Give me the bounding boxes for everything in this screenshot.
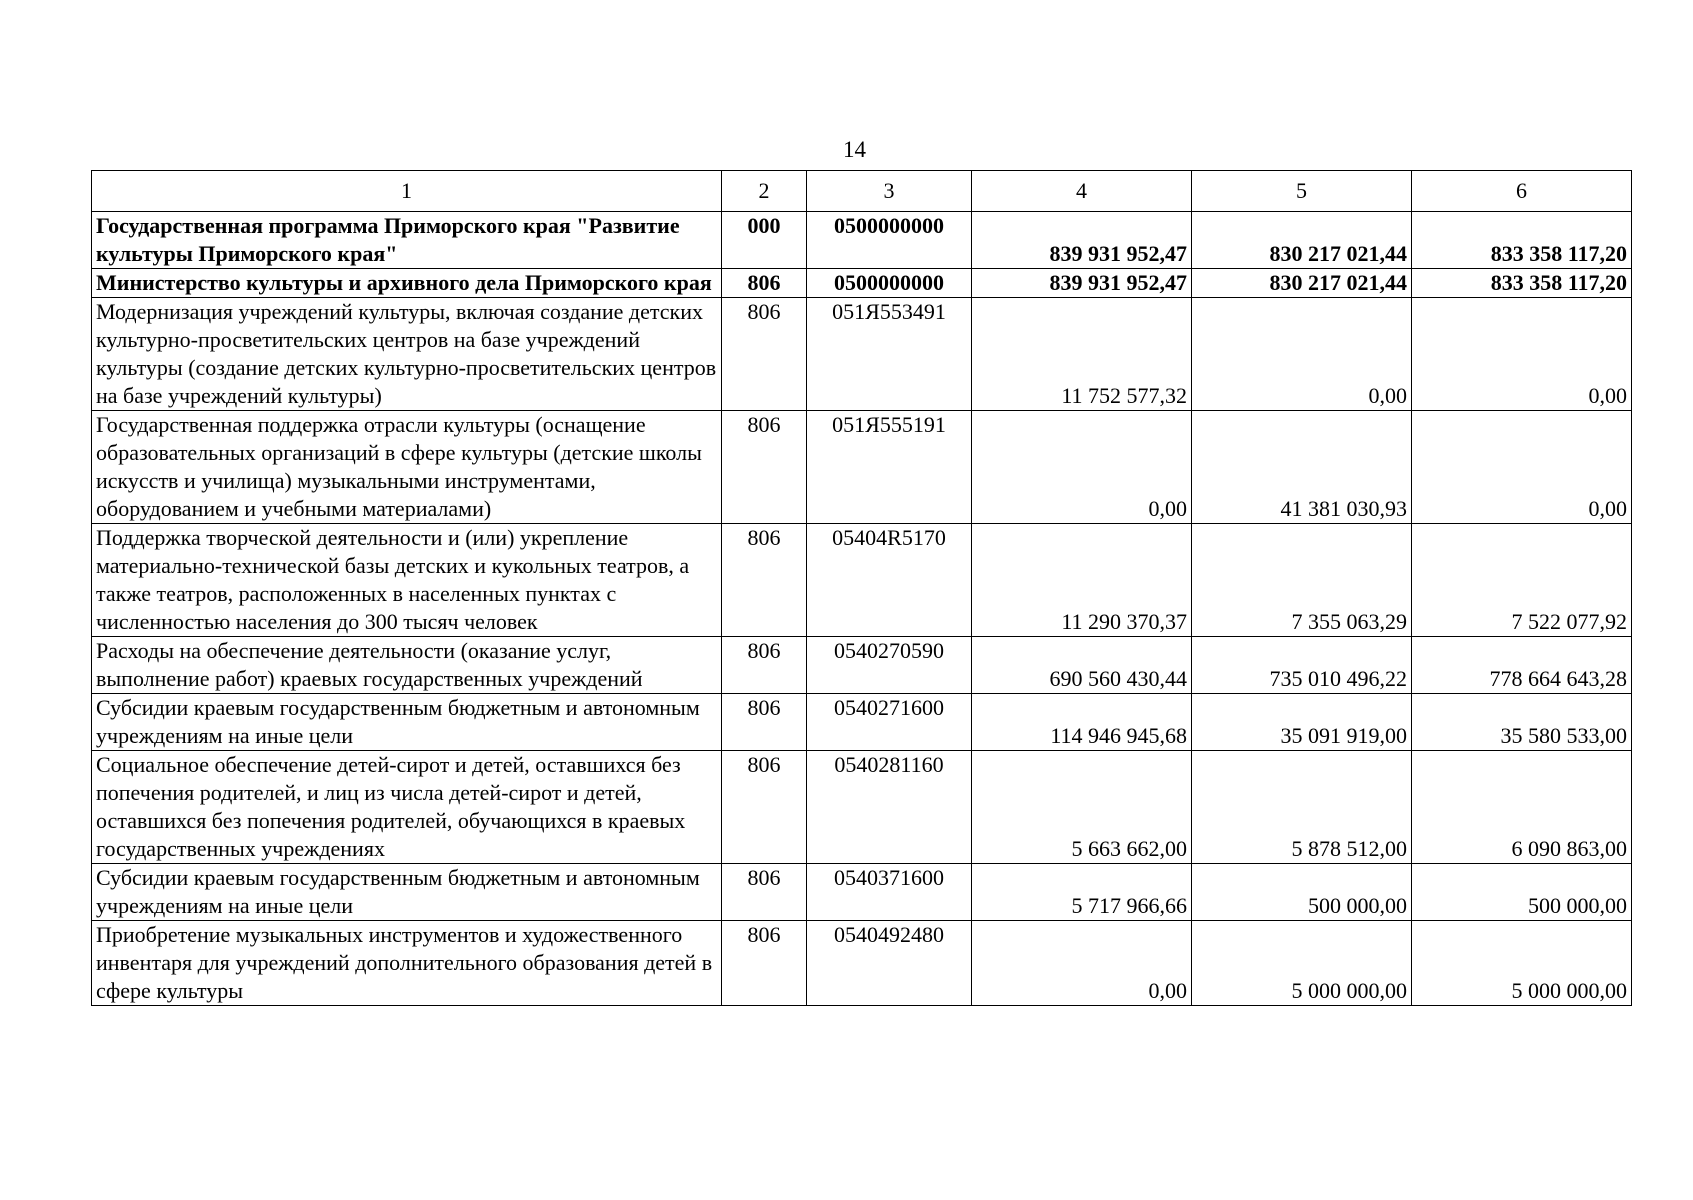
row-value-5: 500 000,00 — [1192, 864, 1412, 921]
row-value-5: 830 217 021,44 — [1192, 269, 1412, 298]
row-name: Министерство культуры и архивного дела Приморского края — [92, 269, 722, 298]
table-header-row — [92, 171, 1632, 212]
row-name: Субсидии краевым государственным бюджетным и автономным учреждениям на иные цели — [92, 694, 722, 751]
row-value-5: 830 217 021,44 — [1192, 212, 1412, 269]
row-code: 806 — [722, 921, 807, 1006]
row-value-6: 0,00 — [1412, 298, 1632, 411]
table-row — [92, 212, 1632, 269]
row-value-4: 690 560 430,44 — [972, 637, 1192, 694]
table-row — [92, 751, 1632, 864]
row-name: Социальное обеспечение детей-сирот и детей, оставшихся без попечения родителей, и лиц из числа детей-сирот и детей, оставшихся без попечения родителей, обучающихся в краевых государственных учреждениях — [92, 751, 722, 864]
row-value-4: 0,00 — [972, 921, 1192, 1006]
row-name: Государственная программа Приморского края "Развитие культуры Приморского края" — [92, 212, 722, 269]
row-value-6: 833 358 117,20 — [1412, 269, 1632, 298]
row-name: Субсидии краевым государственным бюджетным и автономным учреждениям на иные цели — [92, 864, 722, 921]
row-value-6: 6 090 863,00 — [1412, 751, 1632, 864]
row-csr: 0500000000 — [807, 269, 972, 298]
row-csr: 05404R5170 — [807, 524, 972, 637]
row-value-4: 5 663 662,00 — [972, 751, 1192, 864]
row-value-4: 11 752 577,32 — [972, 298, 1192, 411]
row-csr: 051Я553491 — [807, 298, 972, 411]
row-code: 806 — [722, 637, 807, 694]
row-value-5: 41 381 030,93 — [1192, 411, 1412, 524]
row-value-6: 7 522 077,92 — [1412, 524, 1632, 637]
row-value-4: 839 931 952,47 — [972, 269, 1192, 298]
table-row — [92, 411, 1632, 524]
row-code: 806 — [722, 864, 807, 921]
row-name: Приобретение музыкальных инструментов и художественного инвентаря для учреждений дополнительного образования детей в сфере культуры — [92, 921, 722, 1006]
row-name: Расходы на обеспечение деятельности (оказание услуг, выполнение работ) краевых государственных учреждений — [92, 637, 722, 694]
row-csr: 0540371600 — [807, 864, 972, 921]
table-row — [92, 269, 1632, 298]
column-header: 3 — [807, 171, 972, 212]
row-code: 806 — [722, 269, 807, 298]
row-value-5: 5 000 000,00 — [1192, 921, 1412, 1006]
row-code: 000 — [722, 212, 807, 269]
row-value-4: 839 931 952,47 — [972, 212, 1192, 269]
row-code: 806 — [722, 694, 807, 751]
row-code: 806 — [722, 751, 807, 864]
budget-table — [91, 170, 1632, 1006]
table-row — [92, 694, 1632, 751]
row-value-6: 35 580 533,00 — [1412, 694, 1632, 751]
row-value-6: 500 000,00 — [1412, 864, 1632, 921]
row-csr: 0500000000 — [807, 212, 972, 269]
column-header: 5 — [1192, 171, 1412, 212]
row-value-6: 0,00 — [1412, 411, 1632, 524]
row-value-4: 114 946 945,68 — [972, 694, 1192, 751]
row-value-6: 778 664 643,28 — [1412, 637, 1632, 694]
table-row — [92, 921, 1632, 1006]
row-name: Модернизация учреждений культуры, включая создание детских культурно-просветительских центров на базе учреждений культуры (создание детских культурно-просветительских центров на базе учреждений культуры) — [92, 298, 722, 411]
row-name: Государственная поддержка отрасли культуры (оснащение образовательных организаций в сфере культуры (детские школы искусств и училища) музыкальными инструментами, оборудованием и учебными материалами) — [92, 411, 722, 524]
row-csr: 0540492480 — [807, 921, 972, 1006]
column-header: 2 — [722, 171, 807, 212]
row-value-6: 833 358 117,20 — [1412, 212, 1632, 269]
row-value-5: 35 091 919,00 — [1192, 694, 1412, 751]
row-code: 806 — [722, 298, 807, 411]
row-csr: 0540271600 — [807, 694, 972, 751]
row-value-4: 0,00 — [972, 411, 1192, 524]
column-header: 4 — [972, 171, 1192, 212]
column-header: 1 — [92, 171, 722, 212]
table-row — [92, 298, 1632, 411]
row-value-5: 0,00 — [1192, 298, 1412, 411]
row-value-5: 7 355 063,29 — [1192, 524, 1412, 637]
row-name: Поддержка творческой деятельности и (или) укрепление материально-технической базы детских и кукольных театров, а также театров, расположенных в населенных пунктах с численностью населения до 300 тысяч человек — [92, 524, 722, 637]
table-row — [92, 864, 1632, 921]
row-value-6: 5 000 000,00 — [1412, 921, 1632, 1006]
row-csr: 0540270590 — [807, 637, 972, 694]
row-code: 806 — [722, 411, 807, 524]
row-value-4: 11 290 370,37 — [972, 524, 1192, 637]
row-csr: 051Я555191 — [807, 411, 972, 524]
row-value-5: 5 878 512,00 — [1192, 751, 1412, 864]
table-row — [92, 524, 1632, 637]
table-row — [92, 637, 1632, 694]
page-number: 14 — [843, 137, 866, 162]
row-csr: 0540281160 — [807, 751, 972, 864]
row-value-4: 5 717 966,66 — [972, 864, 1192, 921]
row-value-5: 735 010 496,22 — [1192, 637, 1412, 694]
row-code: 806 — [722, 524, 807, 637]
column-header: 6 — [1412, 171, 1632, 212]
